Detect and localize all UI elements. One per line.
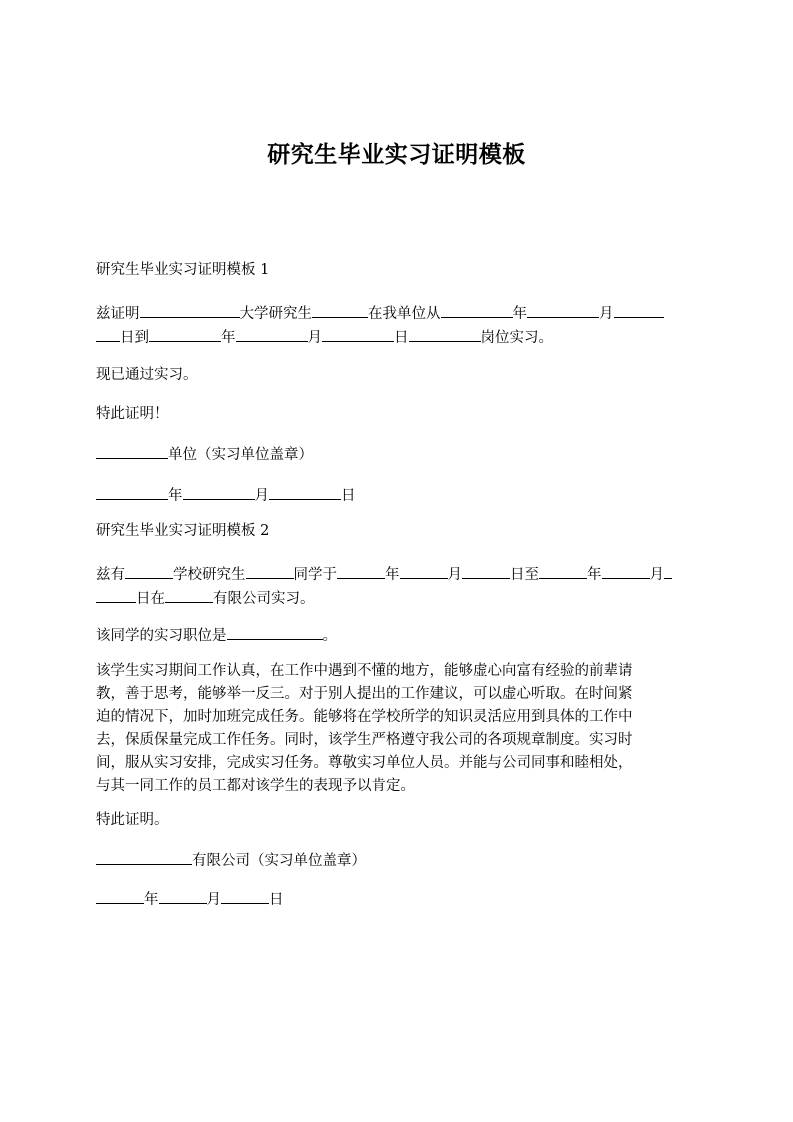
template1-passed: 现已通过实习。 bbox=[96, 367, 198, 383]
blank-month bbox=[527, 302, 599, 318]
blank-unit bbox=[96, 443, 168, 459]
blank-year bbox=[96, 888, 144, 904]
template2-date-line bbox=[96, 888, 698, 912]
blank-month bbox=[159, 888, 207, 904]
text-segment: 月 bbox=[447, 567, 462, 583]
text-segment: 岗位实习。 bbox=[480, 330, 553, 346]
text-segment: 在我单位从 bbox=[368, 306, 441, 322]
text-segment: 年 bbox=[168, 488, 183, 504]
blank-day bbox=[221, 888, 269, 904]
text-segment: 日至 bbox=[510, 567, 539, 583]
text-segment: 该同学的实习职位是 bbox=[96, 628, 227, 644]
blank-end-month bbox=[602, 563, 650, 579]
text-segment: 兹证明 bbox=[96, 306, 140, 322]
template2-company-line bbox=[96, 849, 698, 873]
blank-end-day bbox=[664, 563, 672, 579]
text-segment: 年 bbox=[512, 306, 527, 322]
text-segment: 年 bbox=[385, 567, 400, 583]
page-title: 研究生毕业实习证明模板 bbox=[267, 142, 526, 168]
blank-year bbox=[96, 484, 168, 500]
text-segment: 月 bbox=[307, 330, 322, 346]
text-segment: 日 bbox=[269, 892, 284, 908]
text-segment: 月 bbox=[599, 306, 614, 322]
paragraph-line: 去，保质保量完成工作任务。同时，该学生严格遵守我公司的各项规章制度。实习时 bbox=[96, 732, 633, 748]
blank-end-year bbox=[539, 563, 587, 579]
template1-date-line bbox=[96, 484, 698, 508]
template2-certify: 特此证明。 bbox=[96, 812, 169, 828]
paragraph-line bbox=[96, 587, 698, 611]
blank-end-year bbox=[149, 326, 221, 342]
text-segment: 。 bbox=[322, 628, 337, 644]
blank-name bbox=[312, 302, 368, 318]
template2-heading: 研究生毕业实习证明模板 2 bbox=[96, 523, 270, 539]
blank-month bbox=[183, 484, 255, 500]
blank-end-day-cont bbox=[96, 587, 136, 603]
text-segment: 有限公司（实习单位盖章） bbox=[192, 853, 366, 869]
text-segment: 月 bbox=[649, 567, 664, 583]
text-segment: 日 bbox=[394, 330, 409, 346]
paragraph-line: 与其一同工作的员工都对该学生的表现予以肯定。 bbox=[96, 778, 415, 794]
blank-company bbox=[96, 849, 192, 865]
blank-position bbox=[409, 326, 481, 342]
template1-unit-line bbox=[96, 443, 698, 467]
blank-month bbox=[400, 563, 448, 579]
blank-year bbox=[441, 302, 513, 318]
blank-company bbox=[165, 587, 213, 603]
blank-day-cont bbox=[96, 326, 120, 342]
text-segment: 有限公司实习。 bbox=[213, 591, 315, 607]
template2-position-line bbox=[96, 624, 698, 648]
text-segment: 大学研究生 bbox=[239, 306, 312, 322]
template1-heading: 研究生毕业实习证明模板 1 bbox=[96, 262, 270, 278]
template1-certify-paragraph bbox=[96, 302, 698, 350]
paragraph-line bbox=[96, 326, 698, 350]
text-segment: 月 bbox=[206, 892, 221, 908]
text-segment: 日到 bbox=[120, 330, 149, 346]
blank-name bbox=[246, 563, 294, 579]
blank-year bbox=[337, 563, 385, 579]
paragraph-line bbox=[96, 563, 698, 587]
template2-body-paragraph bbox=[96, 660, 698, 798]
blank-school bbox=[125, 563, 173, 579]
template2-certify-paragraph bbox=[96, 563, 698, 611]
text-segment: 年 bbox=[221, 330, 236, 346]
text-segment: 年 bbox=[144, 892, 159, 908]
text-segment: 兹有 bbox=[96, 567, 125, 583]
paragraph-line: 间，服从实习安排，完成实习任务。尊敬实习单位人员。并能与公司同事和睦相处， bbox=[96, 755, 633, 771]
paragraph-line: 教，善于思考，能够举一反三。对于别人提出的工作建议，可以虚心听取。在时间紧 bbox=[96, 686, 633, 702]
text-segment: 日 bbox=[341, 488, 356, 504]
paragraph-line: 迫的情况下，加时加班完成任务。能够将在学校所学的知识灵活应用到具体的工作中 bbox=[96, 709, 633, 725]
text-segment: 同学于 bbox=[293, 567, 337, 583]
blank-university bbox=[140, 302, 240, 318]
text-segment: 月 bbox=[254, 488, 269, 504]
blank-day bbox=[614, 302, 664, 318]
blank-end-day bbox=[322, 326, 394, 342]
text-segment: 学校研究生 bbox=[173, 567, 246, 583]
blank-day bbox=[269, 484, 341, 500]
blank-position bbox=[227, 624, 323, 640]
template1-certify: 特此证明！ bbox=[96, 406, 169, 422]
text-segment: 单位（实习单位盖章） bbox=[168, 447, 313, 463]
paragraph-line: 该学生实习期间工作认真，在工作中遇到不懂的地方，能够虚心向富有经验的前辈请 bbox=[96, 663, 633, 679]
blank-end-month bbox=[236, 326, 308, 342]
text-segment: 日在 bbox=[136, 591, 165, 607]
blank-day bbox=[462, 563, 510, 579]
text-segment: 年 bbox=[587, 567, 602, 583]
paragraph-line bbox=[96, 302, 698, 326]
